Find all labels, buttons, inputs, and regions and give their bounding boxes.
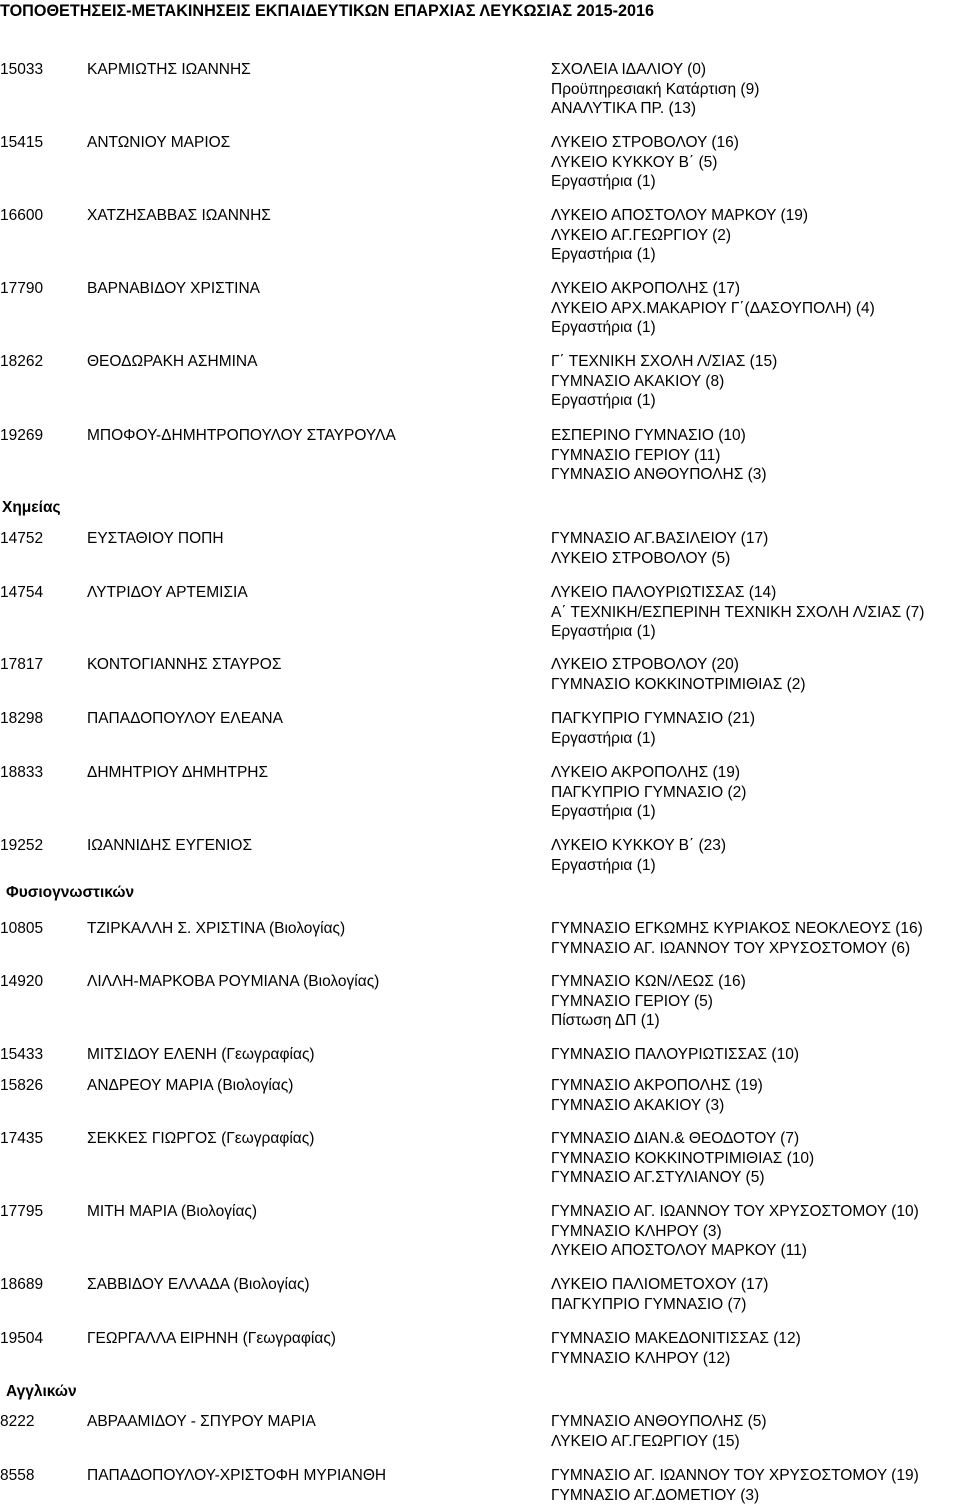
school-assignment: ΛΥΚΕΙΟ ΑΠΟΣΤΟΛΟΥ ΜΑΡΚΟΥ (19): [551, 207, 809, 224]
entry-code: 8558: [0, 1467, 35, 1484]
school-assignment: Εργαστήρια (1): [551, 803, 656, 820]
entry-name: ΑΒΡΑΑΜΙΔΟΥ - ΣΠΥΡΟΥ ΜΑΡΙΑ: [87, 1413, 316, 1430]
document-title: ΤΟΠΟΘΕΤΗΣΕΙΣ-ΜΕΤΑΚΙΝΗΣΕΙΣ ΕΚΠΑΙΔΕΥΤΙΚΩΝ ΕΠΑΡΧΙΑΣ ΛΕΥΚΩΣΙΑΣ 2015-2016: [0, 2, 654, 20]
entry-code: 17790: [0, 280, 44, 297]
entry-name: ΛΙΛΛΗ-ΜΑΡΚΟΒΑ ΡΟΥΜΙΑΝΑ (Βιολογίας): [87, 973, 380, 990]
entry-code: 17817: [0, 656, 44, 673]
school-assignment: ΑΝΑΛΥΤΙΚΑ ΠΡ. (13): [551, 100, 697, 117]
school-assignment: Προϋπηρεσιακή Κατάρτιση (9): [551, 80, 760, 98]
school-assignment: Εργαστήρια (1): [551, 319, 656, 336]
entry-code: 17435: [0, 1130, 44, 1147]
school-assignment: Εργαστήρια (1): [551, 392, 656, 409]
entry-schools: [551, 426, 767, 485]
entry-schools: [551, 1202, 919, 1261]
entry-schools: [551, 655, 806, 694]
school-assignment: ΣΧΟΛΕΙΑ ΙΔΑΛΙΟΥ (0): [551, 61, 707, 78]
entry-code: 18262: [0, 353, 44, 370]
entry-name: ΜΙΤΣΙΔΟΥ ΕΛΕΝΗ (Γεωγραφίας): [87, 1046, 315, 1063]
school-assignment: ΓΥΜΝΑΣΙΟ ΓΕΡΙΟΥ (5): [551, 992, 713, 1010]
entry-schools: [551, 529, 768, 568]
entry-schools: [551, 1076, 763, 1115]
school-assignment: Εργαστήρια (1): [551, 173, 656, 190]
entry-name: ΒΑΡΝΑΒΙΔΟΥ ΧΡΙΣΤΙΝΑ: [87, 280, 261, 297]
school-assignment: ΓΥΜΝΑΣΙΟ ΚΟΚΚΙΝΟΤΡΙΜΙΘΙΑΣ (2): [551, 675, 806, 693]
entry-name: ΚΟΝΤΟΓΙΑΝΝΗΣ ΣΤΑΥΡΟΣ: [87, 656, 282, 673]
school-assignment: ΓΥΜΝΑΣΙΟ ΠΑΛΟΥΡΙΩΤΙΣΣΑΣ (10): [551, 1046, 799, 1063]
entry-code: 8222: [0, 1413, 35, 1430]
school-assignment: ΛΥΚΕΙΟ ΣΤΡΟΒΟΛΟΥ (20): [551, 656, 739, 673]
entry-name: ΑΝΤΩΝΙΟΥ ΜΑΡΙΟΣ: [87, 134, 231, 151]
school-assignment: ΓΥΜΝΑΣΙΟ ΑΚΑΚΙΟΥ (8): [551, 372, 725, 390]
entry-code: 15826: [0, 1077, 44, 1094]
school-assignment: ΛΥΚΕΙΟ ΚΥΚΚΟΥ Β΄ (5): [551, 153, 718, 171]
school-assignment: Εργαστήρια (1): [551, 623, 656, 640]
entry-name: ΘΕΟΔΩΡΑΚΗ ΑΣΗΜΙΝΑ: [87, 353, 258, 370]
entry-schools: [551, 919, 923, 958]
entry-name: ΣΑΒΒΙΔΟΥ ΕΛΛΑΔΑ (Βιολογίας): [87, 1276, 310, 1293]
entry-schools: [551, 972, 746, 1031]
entry-schools: [551, 709, 755, 748]
entry-name: ΔΗΜΗΤΡΙΟΥ ΔΗΜΗΤΡΗΣ: [87, 764, 269, 781]
entry-name: ΤΖΙΡΚΑΛΛΗ Σ. ΧΡΙΣΤΙΝΑ (Βιολογίας): [87, 920, 346, 937]
school-assignment: Εργαστήρια (1): [551, 246, 656, 263]
entry-schools: [551, 1045, 799, 1065]
entry-name: ΛΥΤΡΙΔΟΥ ΑΡΤΕΜΙΣΙΑ: [87, 584, 248, 601]
entry-name: ΜΙΤΗ ΜΑΡΙΑ (Βιολογίας): [87, 1203, 258, 1220]
entry-schools: [551, 1129, 814, 1188]
school-assignment: Α΄ ΤΕΧΝΙΚΗ/ΕΣΠΕΡΙΝΗ ΤΕΧΝΙΚΗ ΣΧΟΛΗ Λ/ΣΙΑΣ (7): [551, 603, 925, 621]
entry-schools: [551, 763, 746, 822]
school-assignment: ΛΥΚΕΙΟ ΚΥΚΚΟΥ Β΄ (23): [551, 837, 727, 854]
school-assignment: ΛΥΚΕΙΟ ΠΑΛΟΥΡΙΩΤΙΣΣΑΣ (14): [551, 584, 777, 601]
entry-schools: [551, 60, 759, 119]
entry-name: ΣΕΚΚΕΣ ΓΙΩΡΓΟΣ (Γεωγραφίας): [87, 1130, 315, 1147]
school-assignment: Εργαστήρια (1): [551, 856, 656, 874]
school-assignment: ΛΥΚΕΙΟ ΑΚΡΟΠΟΛΗΣ (17): [551, 280, 741, 297]
entry-code: 18833: [0, 764, 44, 781]
entry-code: 10805: [0, 920, 44, 937]
school-assignment: ΓΥΜΝΑΣΙΟ ΑΓ. ΙΩΑΝΝΟΥ ΤΟΥ ΧΡΥΣΟΣΤΟΜΟΥ (19): [551, 1467, 919, 1484]
school-assignment: ΓΥΜΝΑΣΙΟ ΑΓ.ΒΑΣΙΛΕΙΟΥ (17): [551, 530, 769, 547]
section-heading-natural-sciences: Φυσιογνωστικών: [6, 884, 135, 901]
entry-name: ΙΩΑΝΝΙΔΗΣ ΕΥΓΕΝΙΟΣ: [87, 837, 253, 854]
school-assignment: ΛΥΚΕΙΟ ΣΤΡΟΒΟΛΟΥ (5): [551, 549, 731, 567]
entry-code: 14920: [0, 973, 44, 990]
school-assignment: ΓΥΜΝΑΣΙΟ ΔΙΑΝ.& ΘΕΟΔΟΤΟΥ (7): [551, 1130, 800, 1147]
entry-name: ΠΑΠΑΔΟΠΟΥΛΟΥ ΕΛΕΑΝΑ: [87, 710, 283, 727]
entry-code: 14752: [0, 530, 44, 547]
entry-schools: [551, 1466, 919, 1505]
entry-schools: [551, 133, 739, 192]
school-assignment: ΓΥΜΝΑΣΙΟ ΑΓ. ΙΩΑΝΝΟΥ ΤΟΥ ΧΡΥΣΟΣΤΟΜΟΥ (6): [551, 939, 911, 957]
entry-code: 15433: [0, 1046, 44, 1063]
school-assignment: ΓΥΜΝΑΣΙΟ ΚΩΝ/ΛΕΩΣ (16): [551, 973, 746, 990]
school-assignment: ΓΥΜΝΑΣΙΟ ΑΓ.ΔΟΜΕΤΙΟΥ (3): [551, 1486, 760, 1504]
school-assignment: ΓΥΜΝΑΣΙΟ ΚΛΗΡΟΥ (3): [551, 1222, 722, 1240]
section-heading-english: Αγγλικών: [6, 1383, 77, 1400]
entry-schools: [551, 279, 875, 338]
entry-code: 19269: [0, 427, 44, 444]
entry-code: 15415: [0, 134, 44, 151]
entry-code: 19252: [0, 837, 44, 854]
school-assignment: ΕΣΠΕΡΙΝΟ ΓΥΜΝΑΣΙΟ (10): [551, 427, 746, 444]
school-assignment: ΛΥΚΕΙΟ ΑΚΡΟΠΟΛΗΣ (19): [551, 764, 741, 781]
school-assignment: ΠΑΓΚΥΠΡΙΟ ΓΥΜΝΑΣΙΟ (2): [551, 783, 747, 801]
entry-schools: [551, 1329, 801, 1368]
school-assignment: ΓΥΜΝΑΣΙΟ ΜΑΚΕΔΟΝΙΤΙΣΣΑΣ (12): [551, 1330, 801, 1347]
school-assignment: Γ΄ ΤΕΧΝΙΚΗ ΣΧΟΛΗ Λ/ΣΙΑΣ (15): [551, 353, 778, 370]
entry-name: ΑΝΔΡΕΟΥ ΜΑΡΙΑ (Βιολογίας): [87, 1077, 294, 1094]
school-assignment: ΓΥΜΝΑΣΙΟ ΚΟΚΚΙΝΟΤΡΙΜΙΘΙΑΣ (10): [551, 1149, 815, 1167]
entry-code: 16600: [0, 207, 44, 224]
school-assignment: ΓΥΜΝΑΣΙΟ ΚΛΗΡΟΥ (12): [551, 1349, 731, 1367]
entry-code: 18298: [0, 710, 44, 727]
school-assignment: ΓΥΜΝΑΣΙΟ ΑΚΡΟΠΟΛΗΣ (19): [551, 1077, 763, 1094]
entry-schools: [551, 352, 777, 411]
school-assignment: Εργαστήρια (1): [551, 729, 656, 747]
entry-code: 14754: [0, 584, 44, 601]
entry-name: ΕΥΣΤΑΘΙΟΥ ΠΟΠΗ: [87, 530, 224, 547]
school-assignment: ΠΑΓΚΥΠΡΙΟ ΓΥΜΝΑΣΙΟ (7): [551, 1295, 747, 1313]
entry-schools: [551, 583, 924, 642]
entry-schools: [551, 1275, 768, 1314]
school-assignment: ΓΥΜΝΑΣΙΟ ΕΓΚΩΜΗΣ ΚΥΡΙΑΚΟΣ ΝΕΟΚΛΕΟΥΣ (16): [551, 920, 923, 937]
school-assignment: ΓΥΜΝΑΣΙΟ ΑΚΑΚΙΟΥ (3): [551, 1096, 725, 1114]
entry-code: 17795: [0, 1203, 44, 1220]
entry-name: ΠΑΠΑΔΟΠΟΥΛΟΥ-ΧΡΙΣΤΟΦΗ ΜΥΡΙΑΝΘΗ: [87, 1467, 387, 1484]
school-assignment: ΓΥΜΝΑΣΙΟ ΑΝΘΟΥΠΟΛΗΣ (3): [551, 466, 767, 483]
school-assignment: ΓΥΜΝΑΣΙΟ ΑΓ.ΣΤΥΛΙΑΝΟΥ (5): [551, 1169, 765, 1186]
entry-name: ΚΑΡΜΙΩΤΗΣ ΙΩΑΝΝΗΣ: [87, 61, 251, 78]
entry-name: ΧΑΤΖΗΣΑΒΒΑΣ ΙΩΑΝΝΗΣ: [87, 207, 271, 224]
school-assignment: ΛΥΚΕΙΟ ΑΓ.ΓΕΩΡΓΙΟΥ (15): [551, 1432, 740, 1450]
school-assignment: ΓΥΜΝΑΣΙΟ ΓΕΡΙΟΥ (11): [551, 446, 721, 464]
school-assignment: ΛΥΚΕΙΟ ΠΑΛΙΟΜΕΤΟΧΟΥ (17): [551, 1276, 769, 1293]
school-assignment: ΛΥΚΕΙΟ ΑΡΧ.ΜΑΚΑΡΙΟΥ Γ΄(ΔΑΣΟΥΠΟΛΗ) (4): [551, 299, 875, 317]
entry-schools: [551, 206, 808, 265]
school-assignment: ΛΥΚΕΙΟ ΣΤΡΟΒΟΛΟΥ (16): [551, 134, 739, 151]
school-assignment: ΛΥΚΕΙΟ ΑΠΟΣΤΟΛΟΥ ΜΑΡΚΟΥ (11): [551, 1242, 807, 1259]
entry-code: 18689: [0, 1276, 44, 1293]
school-assignment: ΠΑΓΚΥΠΡΙΟ ΓΥΜΝΑΣΙΟ (21): [551, 710, 756, 727]
school-assignment: ΓΥΜΝΑΣΙΟ ΑΓ. ΙΩΑΝΝΟΥ ΤΟΥ ΧΡΥΣΟΣΤΟΜΟΥ (10): [551, 1203, 919, 1220]
section-heading-chemistry: Χημείας: [2, 499, 61, 516]
entry-schools: [551, 1412, 767, 1451]
school-assignment: Πίστωση ΔΠ (1): [551, 1012, 660, 1029]
entry-schools: [551, 836, 726, 875]
school-assignment: ΛΥΚΕΙΟ ΑΓ.ΓΕΩΡΓΙΟΥ (2): [551, 226, 732, 244]
entry-name: ΓΕΩΡΓΑΛΛΑ ΕΙΡΗΝΗ (Γεωγραφίας): [87, 1330, 336, 1347]
school-assignment: ΓΥΜΝΑΣΙΟ ΑΝΘΟΥΠΟΛΗΣ (5): [551, 1413, 767, 1430]
entry-code: 15033: [0, 61, 44, 78]
entry-code: 19504: [0, 1330, 44, 1347]
entry-name: ΜΠΟΦΟΥ-ΔΗΜΗΤΡΟΠΟΥΛΟΥ ΣΤΑΥΡΟΥΛΑ: [87, 427, 396, 444]
